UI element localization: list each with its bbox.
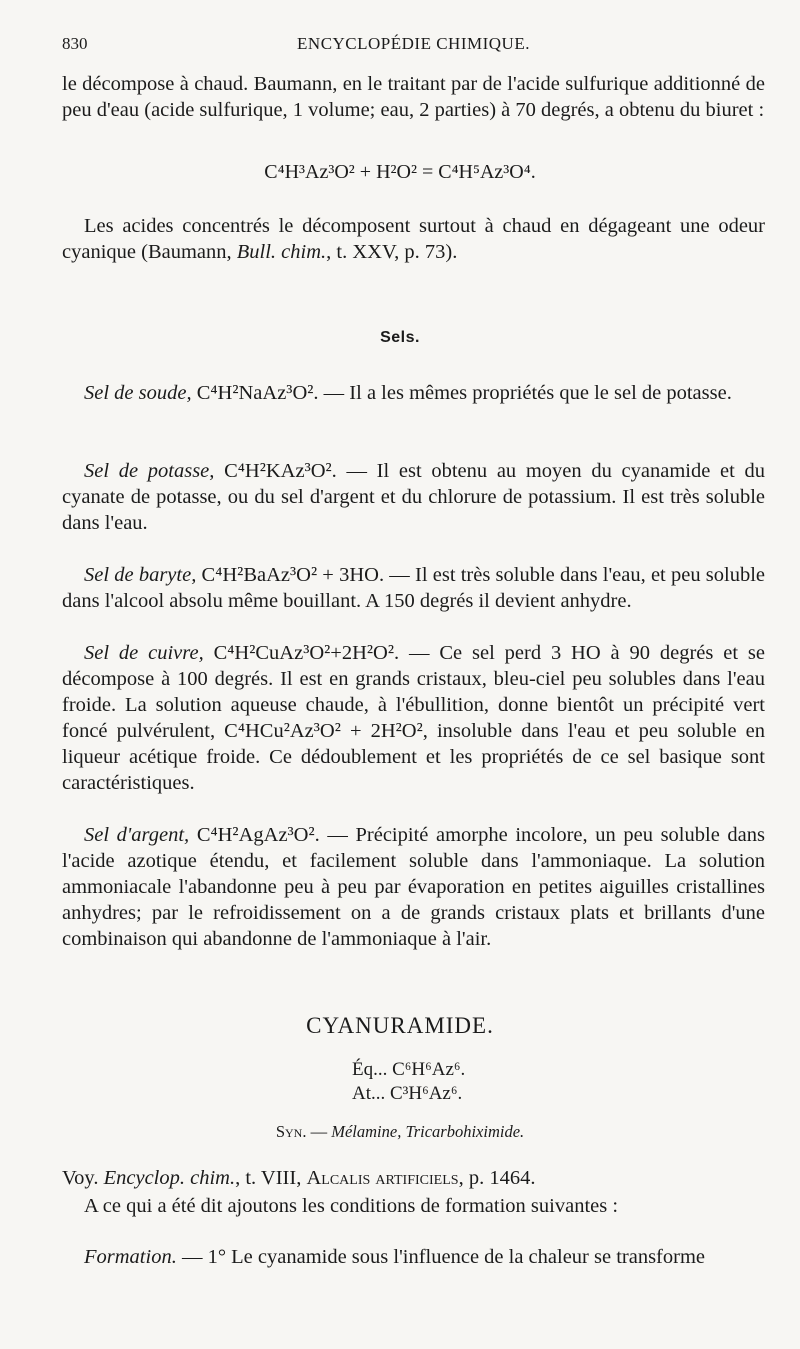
text-run: , t. VIII,: [235, 1167, 307, 1189]
formula-value: C³H⁶Az⁶.: [390, 1083, 463, 1104]
section-heading-cyanuramide: CYANURAMIDE.: [306, 1013, 494, 1038]
paragraph-baumann: le décompose à chaud. Baumann, en le traitant par de l'acide sulfurique additionné de peu d'eau (acide sulfurique, 1 volume; eau, 2 parties) à 70 degrés, a obtenu du biuret :: [62, 73, 765, 121]
formation-text: — 1° Le cyanamide sous l'influence de la chaleur se transforme: [176, 1246, 706, 1268]
salt-formula: C⁴H²CuAz³O²+2H²O².: [213, 642, 400, 664]
paragraph-ajout: A ce qui a été dit ajoutons les conditions de formation suivantes :: [84, 1195, 619, 1217]
formation-label: Formation.: [84, 1246, 177, 1268]
salt-label: Sel de soude,: [84, 382, 192, 404]
running-header: [62, 34, 765, 58]
salt-description: — Il est obtenu au moyen du cyanamide et du cyanate de potasse, ou du sel d'argent et du chlorure de potassium. Il est très soluble dans l'eau.: [62, 460, 765, 534]
formula-biuret: C⁴H³Az³O² + H²O² = C⁴H⁵Az³O⁴.: [264, 161, 536, 183]
formula-label: Éq...: [352, 1059, 388, 1080]
salt-label: Sel de potasse,: [84, 460, 215, 482]
salt-description: — Précipité amorphe incolore, un peu soluble dans l'acide azotique étendu, et facilement soluble dans l'ammoniaque. La solution ammoniacale l'abandonne peu à peu par évaporation en petites aiguilles cristallines anhydres; par le refroidissement on a de grands cristaux plats et brillants d'une combinaison qui abandonne de l'ammoniaque à l'air.: [62, 824, 765, 950]
synonyms-label: Syn.: [275, 1122, 307, 1141]
formula-value: C⁶H⁶Az⁶.: [392, 1059, 466, 1080]
text-run: , p. 1464.: [458, 1167, 536, 1189]
text-run: , t. XXV, p. 73).: [326, 241, 458, 263]
synonyms-line: [0, 1122, 800, 1142]
page-number: 830: [62, 34, 88, 53]
cited-work: Encyclop. chim.: [103, 1167, 236, 1189]
salt-formula: C⁴H²AgAz³O².: [196, 824, 320, 846]
salt-label: Sel d'argent,: [84, 824, 190, 846]
salt-description: — Il est très soluble dans l'eau, et peu soluble dans l'alcool absolu même bouillant. A 150 degrés il devient anhydre.: [62, 564, 766, 612]
paragraph-sel-potasse: [62, 458, 765, 536]
formula-label: At...: [352, 1083, 386, 1104]
text-run: Voy.: [62, 1167, 104, 1189]
section-heading-sels: Sels.: [380, 329, 420, 346]
salt-formula: C⁴H²BaAz³O² + 3HO.: [201, 564, 385, 586]
running-title: ENCYCLOPÉDIE CHIMIQUE.: [297, 34, 530, 53]
paragraph-sel-argent: [62, 822, 765, 952]
cited-section: Alcalis artificiels: [306, 1167, 459, 1189]
paragraph-acides-concentres: [62, 213, 765, 265]
equivalent-formula: [352, 1058, 465, 1082]
salt-formula: C⁴H²NaAz³O².: [196, 382, 319, 404]
salt-label: Sel de baryte,: [84, 564, 197, 586]
synonyms-dash: —: [306, 1122, 332, 1141]
salt-description: — Ce sel perd 3 HO à 90 degrés et se décompose à 100 degrés. Il est en grands cristaux, bleu-ciel peu solubles dans l'eau froide. La solution aqueuse chaude, à l'ébullition, donne bientôt un précipité vert foncé pulvérulent, C⁴HCu²Az³O² + 2H²O², insoluble dans l'eau et peu soluble en liqueur acétique froide. Ce dédoublement et les propriétés de ce sel basique sont caractéristiques.: [62, 642, 765, 794]
paragraph-sel-soude: [62, 380, 765, 406]
salt-formula: C⁴H²KAz³O².: [224, 460, 337, 482]
paragraph-sel-cuivre: [62, 640, 765, 796]
paragraph-voy: [62, 1165, 765, 1191]
synonyms-names: Mélamine, Tricarbohiximide.: [331, 1122, 525, 1141]
text-run: Les acides concentrés le décomposent surtout à chaud en dégageant une odeur cyanique (Baumann,: [62, 215, 765, 263]
journal-name: Bull. chim.: [236, 241, 327, 263]
atomic-formula: [352, 1082, 462, 1106]
paragraph-sel-baryte: [62, 562, 765, 614]
salt-label: Sel de cuivre,: [84, 642, 204, 664]
salt-description: — Il a les mêmes propriétés que le sel de potasse.: [318, 382, 732, 404]
paragraph-formation: [62, 1244, 765, 1270]
